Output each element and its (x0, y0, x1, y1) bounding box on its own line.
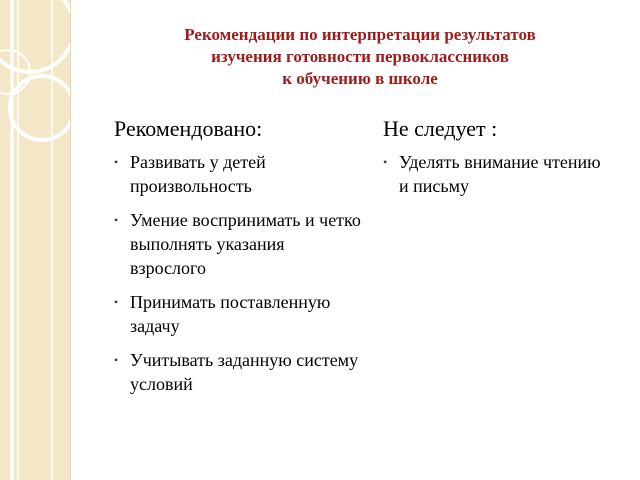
list-item (114, 150, 364, 198)
list-item-text: Развивать у детей произвольность (130, 152, 266, 196)
list-item (383, 150, 603, 198)
list-item-text: Принимать поставленную задачу (130, 292, 331, 336)
bullet-icon: • (114, 295, 119, 309)
not-recommended-heading: Не следует : (383, 116, 498, 141)
bullet-icon: • (383, 155, 388, 169)
list-item-text: Умение воспринимать и четко выполнять указания взрослого (130, 210, 361, 278)
list-item (114, 290, 364, 338)
slide-title (120, 24, 600, 90)
not-recommended-column (383, 116, 603, 208)
title-line: Рекомендации по интерпретации результатов (184, 25, 536, 44)
decorative-side-band (0, 0, 71, 480)
bullet-icon: • (114, 353, 119, 367)
recommended-heading: Рекомендовано: (114, 116, 263, 141)
recommended-column (114, 116, 364, 406)
list-item (114, 208, 364, 280)
decorative-circles-graphic (0, 0, 70, 480)
list-item-text: Уделять внимание чтению и письму (399, 152, 601, 196)
bullet-icon: • (114, 213, 119, 227)
title-line: изучения готовности первоклассников (211, 47, 509, 66)
title-line: к обучению в школе (282, 69, 438, 88)
recommended-list (114, 150, 364, 396)
list-item (114, 348, 364, 396)
not-recommended-list (383, 150, 603, 198)
bullet-icon: • (114, 155, 119, 169)
list-item-text: Учитывать заданную систему условий (130, 350, 359, 394)
